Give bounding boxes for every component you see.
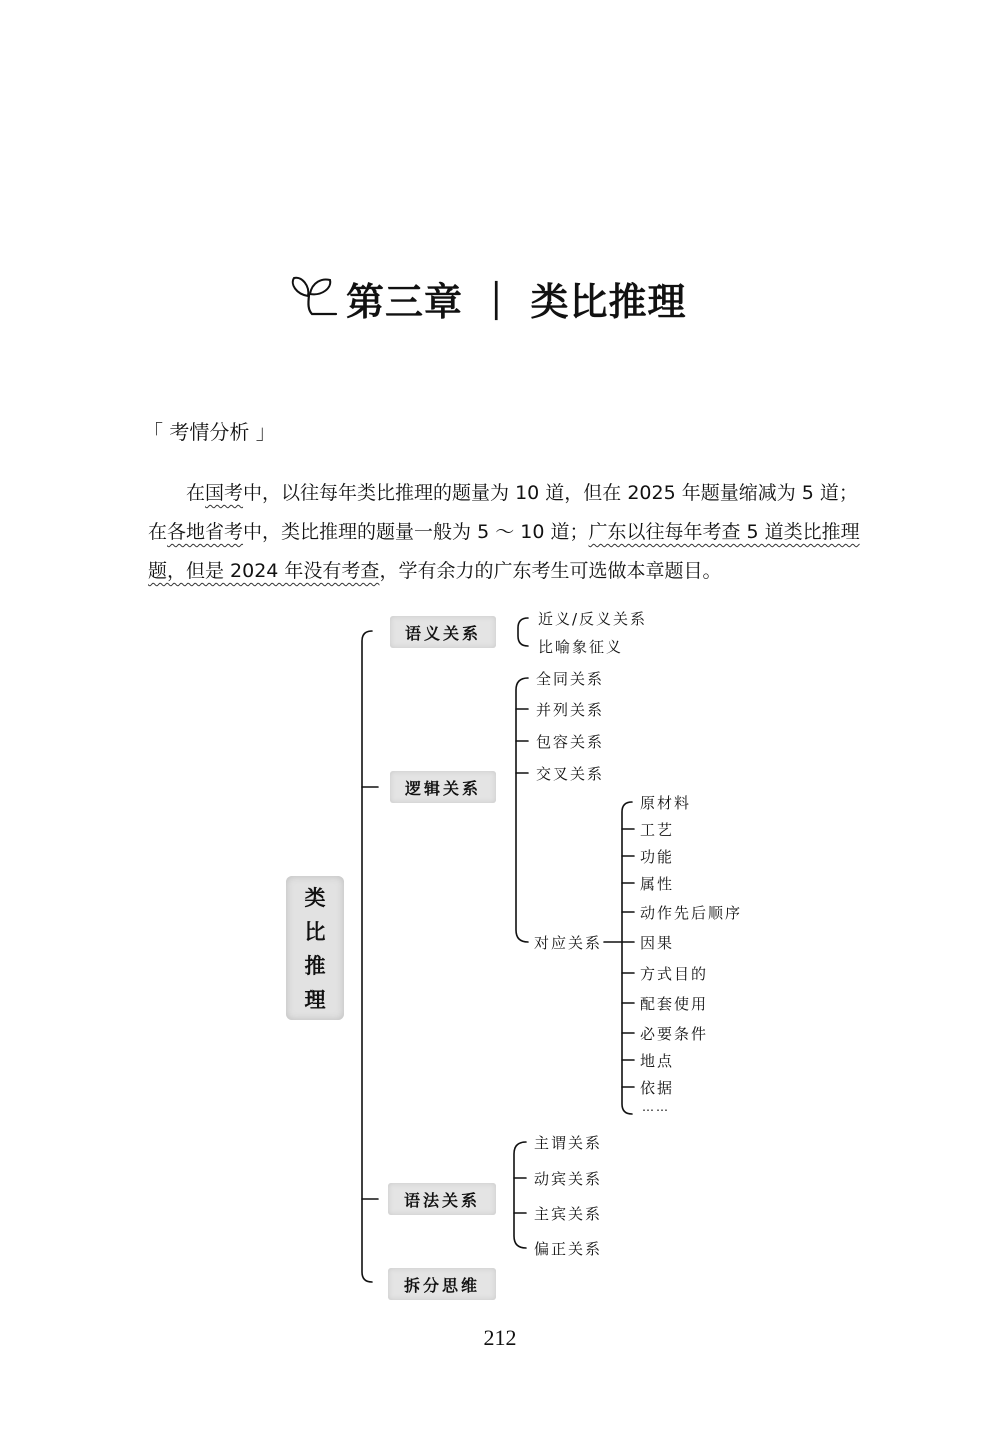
leaf-item: 地点 xyxy=(640,1052,675,1070)
leaf-item: 并列关系 xyxy=(536,701,605,719)
leaf-item: 全同关系 xyxy=(536,670,605,688)
leaf-item: 功能 xyxy=(640,848,675,866)
leaf-item: …… xyxy=(642,1100,670,1114)
text-span: 在 xyxy=(186,482,206,504)
leaf-item: 主谓关系 xyxy=(534,1134,603,1152)
leaf-item: 方式目的 xyxy=(640,965,709,983)
leaf-item: 对应关系 xyxy=(534,934,603,952)
branch-logic: 逻辑关系 xyxy=(390,771,496,803)
text-span: 在 xyxy=(148,521,168,543)
root-char: 理 xyxy=(304,988,326,1012)
leaf-item: 原材料 xyxy=(640,794,692,812)
mindmap-root xyxy=(286,876,344,1020)
root-char: 类 xyxy=(304,886,326,910)
text-span: 中，以往每年类比推理的题量为 10 道，但在 2025 年题量缩减为 5 道； xyxy=(243,482,858,504)
bracket-grammar xyxy=(514,1142,526,1248)
bracket-semantic xyxy=(518,618,528,646)
leaf-item: 近义/反义关系 xyxy=(538,610,648,628)
leaf-item: 主宾关系 xyxy=(534,1205,603,1223)
leaf-item: 属性 xyxy=(640,875,675,893)
root-char: 推 xyxy=(304,954,326,978)
leaf-item: 动宾关系 xyxy=(534,1170,603,1188)
leaf-item: 动作先后顺序 xyxy=(640,904,743,922)
page-number: 212 xyxy=(483,1325,517,1350)
branch-grammar: 语法关系 xyxy=(388,1183,496,1215)
underlined-text: 题，但是 2024 年没有考查 xyxy=(148,560,380,582)
root-char: 比 xyxy=(304,920,326,944)
underlined-text: 各地省考 xyxy=(167,521,244,543)
leaf-item: 配套使用 xyxy=(640,995,709,1013)
leaf-item: 必要条件 xyxy=(640,1025,709,1043)
text-span: 中，类比推理的题量一般为 5 ～ 10 道； xyxy=(243,521,589,543)
bracket-logic xyxy=(516,678,528,942)
leaf-item: 比喻象征义 xyxy=(538,638,624,656)
root-bracket-line xyxy=(362,631,372,1282)
branch-split-thinking: 拆分思维 xyxy=(388,1268,496,1300)
underlined-text: 国考 xyxy=(205,482,244,504)
section-heading: 「 考情分析 」 xyxy=(143,420,276,444)
underlined-text: 广东以往每年考查 5 道类比推理 xyxy=(588,521,860,543)
text-span: ，学有余力的广东考生可选做本章题目。 xyxy=(379,560,722,582)
bracket-correspondence xyxy=(622,802,632,1114)
leaf-item: 包容关系 xyxy=(536,733,605,751)
leaf-item: 依据 xyxy=(640,1079,675,1097)
leaf-item: 因果 xyxy=(640,934,675,952)
leaf-item: 交叉关系 xyxy=(536,765,605,783)
chapter-title-text: 第三章 ｜ 类比推理 xyxy=(346,279,687,324)
leaf-item: 偏正关系 xyxy=(534,1240,603,1258)
branch-semantic: 语义关系 xyxy=(390,616,496,648)
leaf-item: 工艺 xyxy=(640,821,675,839)
